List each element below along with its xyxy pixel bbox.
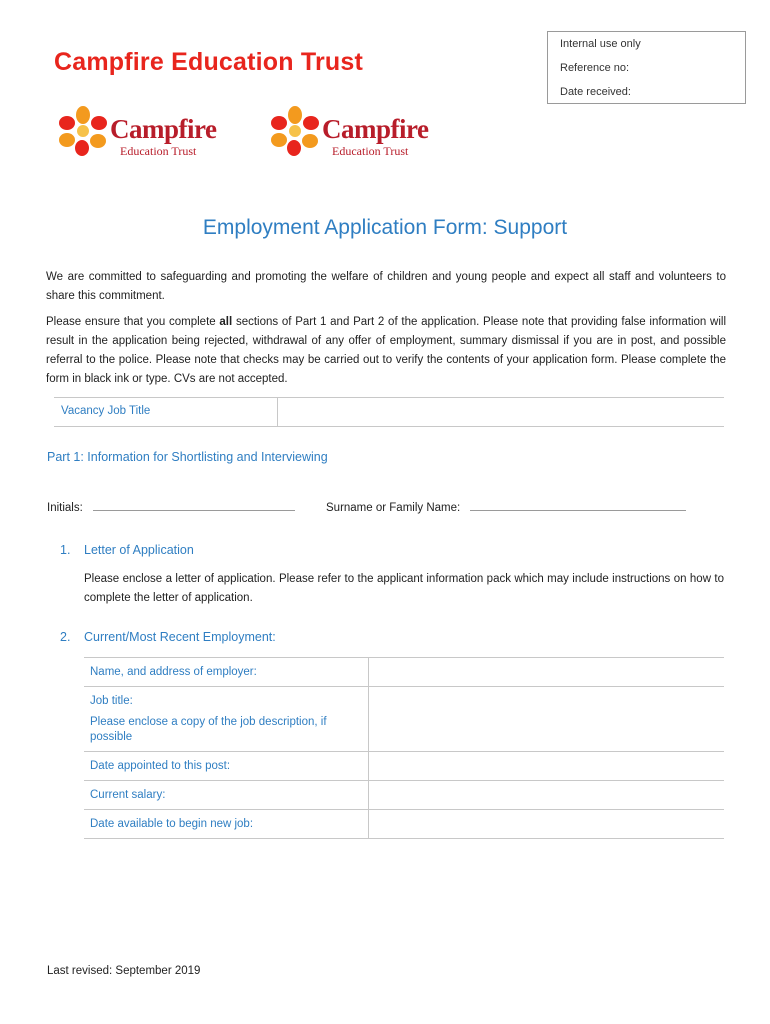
- section-number: 1.: [60, 543, 71, 557]
- employment-table: [84, 657, 724, 839]
- letter-of-application-instructions: Please enclose a letter of application. Please refer to the applicant information pack which may include instructions on how to complete the letter of application.: [84, 573, 724, 604]
- vacancy-job-title-row: [54, 397, 724, 427]
- campfire-flame-icon: [268, 106, 322, 156]
- internal-use-title: Internal use only: [560, 38, 641, 50]
- date-appointed-label: Date appointed to this post:: [84, 752, 368, 781]
- current-salary-field[interactable]: [368, 781, 724, 810]
- campfire-flame-icon: [56, 106, 110, 156]
- surname-field: [326, 502, 686, 514]
- surname-input-line[interactable]: [470, 510, 686, 511]
- vacancy-job-title-field[interactable]: [278, 398, 724, 426]
- internal-use-box: [547, 31, 746, 104]
- table-row: [84, 781, 724, 810]
- organization-name: Campfire Education Trust: [54, 48, 364, 76]
- section-number: 2.: [60, 630, 71, 644]
- table-row: [84, 658, 724, 687]
- last-revised-note: Last revised: September 2019: [47, 965, 201, 977]
- employer-name-address-field[interactable]: [368, 658, 724, 687]
- section-letter-of-application-heading: [60, 543, 194, 557]
- completion-instructions: [46, 313, 726, 389]
- instructions-emphasis: all: [219, 316, 233, 328]
- job-title-cell: [84, 687, 368, 752]
- section-title: Letter of Application: [84, 543, 194, 557]
- instructions-text-end: sections of Part 1 and Part 2 of the application. Please note that providing false information will result in the application being rejected, withdrawal of any offer of employment, summary dismissal if you are in post, and possible referral to the police. Please note that checks may be carried out to verify the contents of your application form. Please complete the form in black ink or type. CVs are not accepted.: [46, 316, 726, 385]
- table-row: [84, 687, 724, 752]
- job-title-label: Job title:: [90, 695, 133, 707]
- campfire-logo: [56, 104, 246, 164]
- campfire-logo-secondary: [268, 104, 458, 164]
- logo-wordmark: Campfire: [110, 114, 217, 144]
- date-received-field: Date received:: [560, 86, 631, 98]
- section-current-employment-heading: [60, 630, 276, 644]
- surname-label: Surname or Family Name:: [326, 502, 461, 514]
- job-title-field[interactable]: [368, 687, 724, 752]
- logo-subtext: Education Trust: [332, 144, 409, 158]
- form-title: Employment Application Form: Support: [202, 216, 568, 239]
- initials-label: Initials:: [47, 502, 83, 514]
- instructions-text-start: Please ensure that you complete: [46, 316, 220, 328]
- date-available-label: Date available to begin new job:: [84, 810, 368, 839]
- employer-name-address-label: Name, and address of employer:: [84, 658, 368, 687]
- current-salary-label: Current salary:: [84, 781, 368, 810]
- logo-wordmark: Campfire: [322, 114, 429, 144]
- part-1-heading: Part 1: Information for Shortlisting and Interviewing: [47, 450, 328, 464]
- safeguarding-statement: We are committed to safeguarding and promoting the welfare of children and young people and expect all staff and volunteers to share this commitment.: [46, 271, 726, 302]
- table-row: [84, 752, 724, 781]
- section-title: Current/Most Recent Employment:: [84, 630, 276, 644]
- job-description-note: Please enclose a copy of the job description, if possible: [90, 716, 327, 743]
- date-appointed-field[interactable]: [368, 752, 724, 781]
- vacancy-job-title-label: Vacancy Job Title: [54, 398, 278, 426]
- table-row: [84, 810, 724, 839]
- reference-number-field: Reference no:: [560, 62, 630, 74]
- initials-field: [47, 502, 295, 514]
- date-available-field[interactable]: [368, 810, 724, 839]
- logo-subtext: Education Trust: [120, 144, 197, 158]
- initials-input-line[interactable]: [93, 510, 295, 511]
